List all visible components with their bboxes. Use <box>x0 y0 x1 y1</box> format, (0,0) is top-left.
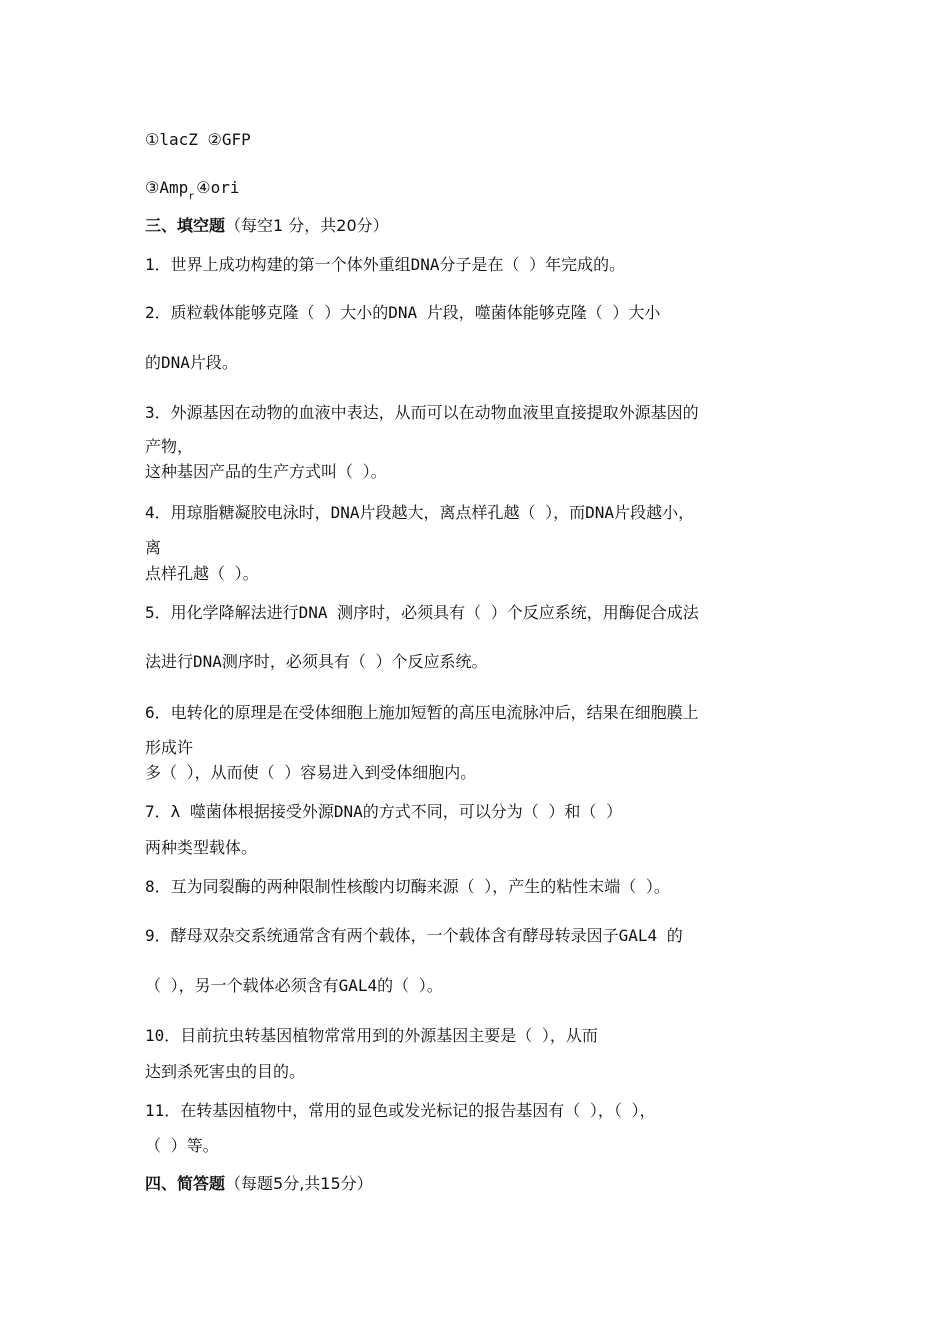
question-5-line-2: 法进行DNA测序时，必须具有（ ）个反应系统。 <box>145 652 488 671</box>
question-4-line-3: 点样孔越（ ）。 <box>145 564 259 583</box>
option-amp: ③Amp <box>145 178 189 197</box>
question-6-line-2: 形成许 <box>145 738 194 757</box>
question-4-line-1: 4．用琼脂糖凝胶电泳时，DNA片段越大，离点样孔越（ ），而DNA片段越小， <box>145 503 695 522</box>
question-10-line-2: 达到杀死害虫的目的。 <box>145 1062 306 1081</box>
question-1-line-1: 1．世界上成功构建的第一个体外重组DNA分子是在（ ）年完成的。 <box>145 255 626 274</box>
question-10-line-1: 10．目前抗虫转基因植物常常用到的外源基因主要是（ ），从而 <box>145 1026 598 1045</box>
question-2-line-2: 的DNA片段。 <box>145 353 238 372</box>
option-amp-subscript: r <box>188 191 195 202</box>
section-3-title: 三、填空题 <box>145 216 226 235</box>
question-11-line-1: 11．在转基因植物中，常用的显色或发光标记的报告基因有（ ），（ ）， <box>145 1101 656 1120</box>
question-3-line-1: 3．外源基因在动物的血液中表达，从而可以在动物血液里直接提取外源基因的 <box>145 403 699 422</box>
option-line-1: ①lacZ ②GFP <box>145 130 251 149</box>
question-9-line-1: 9．酵母双杂交系统通常含有两个载体，一个载体含有酵母转录因子GAL4 的 <box>145 926 683 945</box>
question-6-line-3: 多（ ），从而使（ ）容易进入到受体细胞内。 <box>145 763 477 782</box>
option-ori: ④ori <box>196 178 240 197</box>
question-7-line-1: 7．λ 噬菌体根据接受外源DNA的方式不同，可以分为（ ）和（ ） <box>145 802 623 821</box>
question-8-line-1: 8．互为同裂酶的两种限制性核酸内切酶来源（ ），产生的粘性末端（ ）。 <box>145 877 670 896</box>
question-6-line-1: 6．电转化的原理是在受体细胞上施加短暂的高压电流脉冲后，结果在细胞膜上 <box>145 703 699 722</box>
question-5-line-1: 5．用化学降解法进行DNA 测序时，必须具有（ ）个反应系统，用酶促合成法 <box>145 603 699 622</box>
question-2-line-1: 2．质粒载体能够克隆（ ）大小的DNA 片段，噬菌体能够克隆（ ）大小 <box>145 303 661 322</box>
question-11-line-2: （ ）等。 <box>145 1136 219 1155</box>
section-4-score: （每题5分,共15分） <box>225 1174 373 1193</box>
question-4-line-2: 离 <box>145 538 162 557</box>
section-4-title: 四、简答题 <box>145 1174 226 1193</box>
question-3-line-2: 产物， <box>145 437 194 456</box>
question-7-line-2: 两种类型载体。 <box>145 838 258 857</box>
section-3-score: （每空1 分，共20分） <box>225 216 389 235</box>
question-9-line-2: （ ），另一个载体必须含有GAL4的（ ）。 <box>145 976 443 995</box>
section-4-heading <box>145 1174 373 1194</box>
section-3-heading <box>145 216 389 236</box>
option-line-2 <box>145 178 240 201</box>
question-3-line-3: 这种基因产品的生产方式叫（ ）。 <box>145 462 387 481</box>
